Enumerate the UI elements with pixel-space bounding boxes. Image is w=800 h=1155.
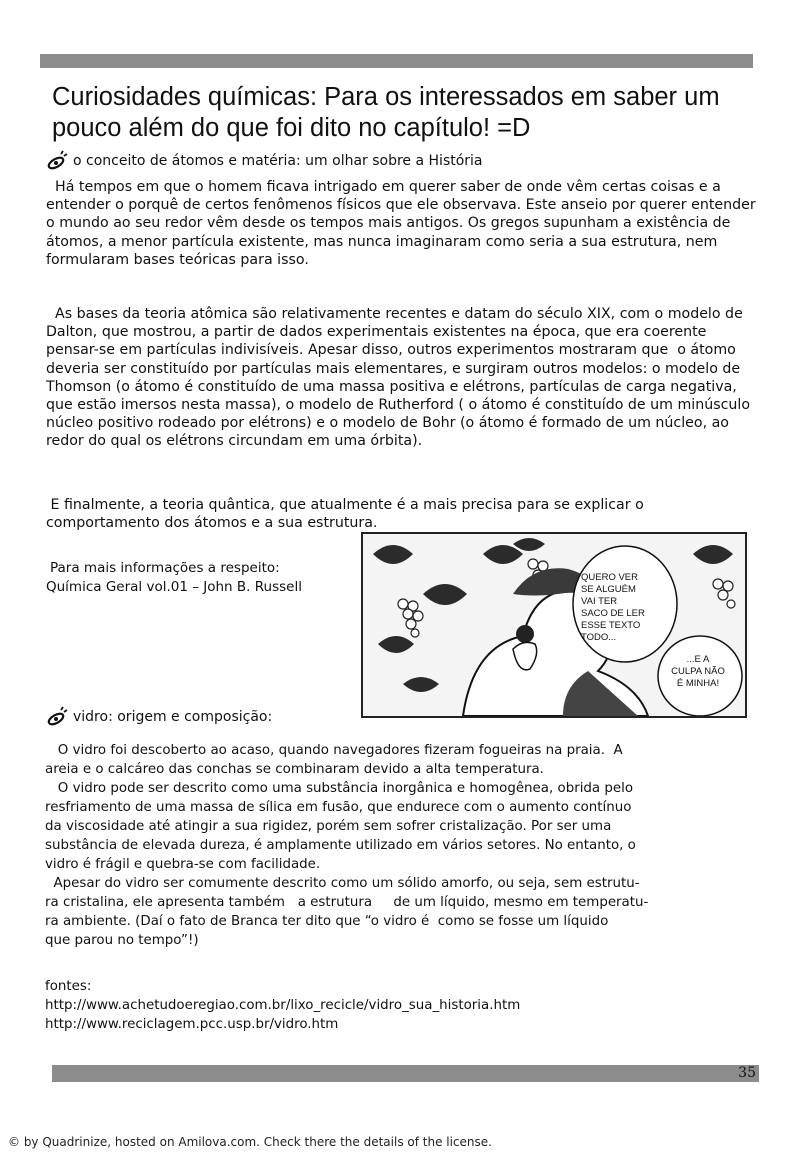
paragraph-3: E finalmente, a teoria quântica, que atualmente é a mais precisa para se explicar o comportamento dos átomos e a sua estrutura.: [46, 497, 649, 532]
top-bar: [40, 54, 753, 68]
glass-line: ra cristalina, ele apresenta também a estrutura de um líquido, mesmo em temperatu-: [45, 895, 649, 910]
more-info: [46, 559, 302, 597]
glass-line: substância de elevada dureza, é amplamente utilizado em vários setores. No entanto, o: [45, 838, 636, 853]
page-title: Curiosidades químicas: Para os interessados em saber um pouco além do que foi dito no capítulo! =D: [52, 83, 720, 142]
bottom-bar: [52, 1065, 759, 1082]
glass-line: ra ambiente. (Daí o fato de Branca ter dito que “o vidro é como se fosse um líquido: [45, 914, 609, 929]
section-heading-text: vidro: origem e composição:: [73, 709, 273, 725]
more-info-line-2: Química Geral vol.01 – John B. Russell: [46, 579, 302, 595]
speech-bubble-2: [663, 654, 733, 690]
bubble-line: TODO...: [581, 632, 617, 643]
glass-line: resfriamento de uma massa de sílica em fusão, que endurece com o aumento contínuo: [45, 800, 632, 815]
section-heading-atoms: [46, 150, 483, 172]
manga-panel: [361, 532, 747, 718]
glass-line: Apesar do vidro ser comumente descrito como um sólido amorfo, ou seja, sem estrutu-: [45, 876, 640, 891]
sources-label: fontes:: [45, 979, 92, 994]
paragraph-2: As bases da teoria atômica são relativamente recentes e datam do século XIX, com o modelo de Dalton, que mostrou, a partir de dados experimentais existentes na época, que era coerente pensar-se em partículas indivisíveis. Apesar disso, outros experimentos mostraram que o átomo deveria ser constituído por partículas mais elementares, e surgiram outros modelos: o modelo de Thomson (o átomo é constituído de uma massa positiva e elétrons, partículas de carga negativa, que estão imersos nesta massa), o modelo de Rutherford ( o átomo é constituído de um minúsculo núcleo positivo rodeado por elétrons) e o modelo de Bohr (o átomo é formado de um núcleo, ao redor do qual os elétrons circundam em uma órbita).: [46, 306, 755, 450]
bubble-line: VAI TER: [581, 596, 618, 607]
license-footer: © by Quadrinize, hosted on Amilova.com. Check there the details of the license.: [8, 1135, 492, 1149]
glass-line: areia e o calcáreo das conchas se combinaram devido a alta temperatura.: [45, 762, 544, 777]
sources: [45, 977, 520, 1034]
bubble-line: QUERO VER: [581, 572, 639, 583]
bubble-line: CULPA NÃO: [671, 666, 725, 677]
bubble-line: ESSE TEXTO: [581, 620, 641, 631]
section-heading-glass: [46, 706, 272, 728]
glass-line: que parou no tempo”!): [45, 933, 199, 948]
speech-bubble-1: [581, 572, 645, 644]
more-info-line-1: Para mais informações a respeito:: [50, 560, 280, 576]
glass-line: O vidro foi descoberto ao acaso, quando navegadores fizeram fogueiras na praia. A: [45, 743, 623, 758]
glass-line: da viscosidade até atingir a sua rigidez, porém sem sofrer cristalização. Por ser uma: [45, 819, 612, 834]
source-url: http://www.reciclagem.pcc.usp.br/vidro.htm: [45, 1017, 339, 1032]
bubble-line: SACO DE LER: [581, 608, 645, 619]
paragraph-1: Há tempos em que o homem ficava intrigado em querer saber de onde vêm certas coisas e a entender o porquê de certos fenômenos físicos que ele observava. Este anseio por querer entender o mundo ao seu redor vêm desde os tempos mais antigos. Os gregos supunham a existência de átomos, a menor partícula existente, mas nunca imaginaram como seria a sua estrutura, nem formularam bases teóricas para isso.: [46, 179, 761, 268]
source-url: http://www.achetudoeregiao.com.br/lixo_recicle/vidro_sua_historia.htm: [45, 998, 521, 1013]
bubble-line: É MINHA!: [676, 678, 720, 689]
atom-icon: [46, 706, 68, 728]
section-heading-text: o conceito de átomos e matéria: um olhar sobre a História: [73, 153, 483, 169]
atom-icon: [46, 150, 68, 172]
glass-line: vidro é frágil e quebra-se com facilidade.: [45, 857, 321, 872]
page-number: 35: [738, 1065, 756, 1081]
bubble-line: SE ALGUÉM: [581, 584, 636, 595]
glass-line: O vidro pode ser descrito como uma substância inorgânica e homogênea, obrida pelo: [45, 781, 634, 796]
bubble-line: ...E A: [686, 654, 710, 665]
